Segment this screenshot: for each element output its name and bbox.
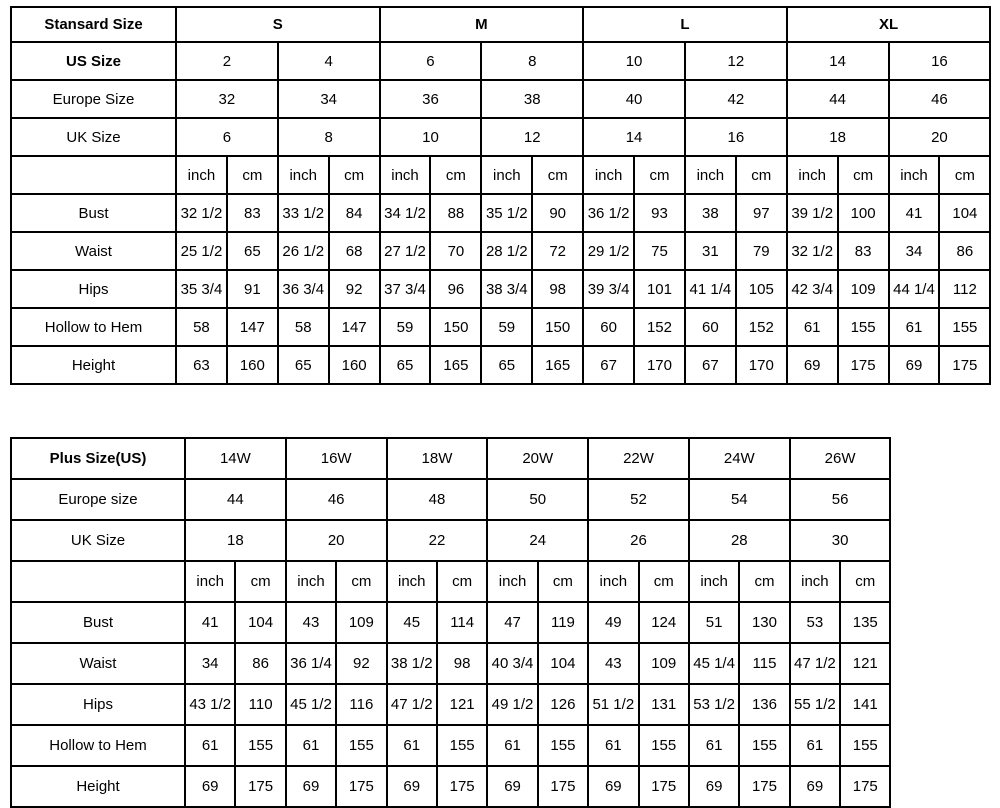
- table-cell: 32 1/2: [787, 232, 838, 270]
- table-cell: 43 1/2: [185, 684, 235, 725]
- unit-cell: inch: [387, 561, 437, 602]
- table-cell: 46: [286, 479, 387, 520]
- unit-row-label: [11, 156, 176, 194]
- table-cell: 47 1/2: [790, 643, 840, 684]
- table-cell: 56: [790, 479, 891, 520]
- table-cell: 30: [790, 520, 891, 561]
- unit-cell: cm: [227, 156, 278, 194]
- plus-group-22w: 22W: [588, 438, 689, 479]
- table-row: [11, 118, 990, 156]
- table-row: [11, 643, 890, 684]
- table-cell: 14: [583, 118, 685, 156]
- table-cell: 14: [787, 42, 889, 80]
- table-cell: 98: [532, 270, 583, 308]
- table-cell: 141: [840, 684, 890, 725]
- table-cell: 45 1/4: [689, 643, 739, 684]
- unit-cell: cm: [634, 156, 685, 194]
- table-cell: 44: [787, 80, 889, 118]
- table-cell: 6: [380, 42, 482, 80]
- table-cell: 28: [689, 520, 790, 561]
- table-cell: 53: [790, 602, 840, 643]
- table-cell: 41: [889, 194, 940, 232]
- plus-group-16w: 16W: [286, 438, 387, 479]
- table-cell: 44: [185, 479, 286, 520]
- table-cell: 38: [481, 80, 583, 118]
- table-cell: 37 3/4: [380, 270, 431, 308]
- standard-group-s: S: [176, 7, 380, 42]
- table-cell: 4: [278, 42, 380, 80]
- row-label-hips: Hips: [11, 270, 176, 308]
- table-cell: 83: [838, 232, 889, 270]
- table-cell: 75: [634, 232, 685, 270]
- table-cell: 35 1/2: [481, 194, 532, 232]
- table-cell: 34: [278, 80, 380, 118]
- table-row: [11, 725, 890, 766]
- table-cell: 60: [685, 308, 736, 346]
- table-cell: 92: [329, 270, 380, 308]
- table-cell: 155: [939, 308, 990, 346]
- table-cell: 48: [387, 479, 488, 520]
- unit-cell: cm: [235, 561, 285, 602]
- table-cell: 2: [176, 42, 278, 80]
- table-cell: 110: [235, 684, 285, 725]
- table-cell: 8: [278, 118, 380, 156]
- table-cell: 79: [736, 232, 787, 270]
- table-cell: 91: [227, 270, 278, 308]
- table-cell: 65: [227, 232, 278, 270]
- table-cell: 86: [235, 643, 285, 684]
- table-cell: 61: [387, 725, 437, 766]
- table-cell: 61: [185, 725, 235, 766]
- table-row: [11, 42, 990, 80]
- table-cell: 112: [939, 270, 990, 308]
- table-cell: 36 1/4: [286, 643, 336, 684]
- table-cell: 135: [840, 602, 890, 643]
- table-cell: 67: [685, 346, 736, 384]
- table-cell: 55 1/2: [790, 684, 840, 725]
- table-cell: 45 1/2: [286, 684, 336, 725]
- unit-cell: cm: [336, 561, 386, 602]
- table-cell: 175: [939, 346, 990, 384]
- table-cell: 24: [487, 520, 588, 561]
- unit-cell: inch: [583, 156, 634, 194]
- table-cell: 20: [286, 520, 387, 561]
- row-label-bust: Bust: [11, 602, 185, 643]
- table-row: [11, 232, 990, 270]
- table-cell: 12: [685, 42, 787, 80]
- table-row: [11, 766, 890, 807]
- table-cell: 69: [185, 766, 235, 807]
- table-row: [11, 80, 990, 118]
- table-cell: 86: [939, 232, 990, 270]
- table-cell: 130: [739, 602, 789, 643]
- table-cell: 98: [437, 643, 487, 684]
- table-cell: 175: [739, 766, 789, 807]
- table-cell: 165: [532, 346, 583, 384]
- table-cell: 119: [538, 602, 588, 643]
- table-cell: 33 1/2: [278, 194, 329, 232]
- table-cell: 61: [689, 725, 739, 766]
- table-cell: 90: [532, 194, 583, 232]
- table-cell: 105: [736, 270, 787, 308]
- table-cell: 10: [583, 42, 685, 80]
- table-cell: 69: [387, 766, 437, 807]
- table-row: [11, 479, 890, 520]
- table-cell: 34 1/2: [380, 194, 431, 232]
- table-cell: 51: [689, 602, 739, 643]
- plus-header-row: [11, 438, 890, 479]
- table-cell: 109: [639, 643, 689, 684]
- table-cell: 70: [430, 232, 481, 270]
- table-cell: 170: [736, 346, 787, 384]
- table-cell: 25 1/2: [176, 232, 227, 270]
- table-cell: 41: [185, 602, 235, 643]
- table-cell: 61: [787, 308, 838, 346]
- unit-cell: cm: [538, 561, 588, 602]
- row-label-waist: Waist: [11, 643, 185, 684]
- unit-cell: inch: [689, 561, 739, 602]
- table-cell: 96: [430, 270, 481, 308]
- row-label-uk-size: UK Size: [11, 520, 185, 561]
- table-cell: 32: [176, 80, 278, 118]
- table-cell: 22: [387, 520, 488, 561]
- unit-row-label: [11, 561, 185, 602]
- table-cell: 61: [588, 725, 638, 766]
- table-cell: 155: [437, 725, 487, 766]
- unit-cell: cm: [437, 561, 487, 602]
- standard-title-cell: Stansard Size: [11, 7, 176, 42]
- table-cell: 65: [278, 346, 329, 384]
- table-cell: 51 1/2: [588, 684, 638, 725]
- table-cell: 16: [685, 118, 787, 156]
- table-cell: 31: [685, 232, 736, 270]
- row-label-bust: Bust: [11, 194, 176, 232]
- table-cell: 12: [481, 118, 583, 156]
- table-cell: 59: [380, 308, 431, 346]
- unit-cell: cm: [639, 561, 689, 602]
- table-cell: 92: [336, 643, 386, 684]
- table-row: [11, 520, 890, 561]
- table-cell: 20: [889, 118, 991, 156]
- table-cell: 43: [588, 643, 638, 684]
- table-cell: 170: [634, 346, 685, 384]
- table-cell: 175: [437, 766, 487, 807]
- table-cell: 42 3/4: [787, 270, 838, 308]
- table-cell: 38 3/4: [481, 270, 532, 308]
- table-cell: 69: [487, 766, 537, 807]
- table-cell: 58: [176, 308, 227, 346]
- table-cell: 114: [437, 602, 487, 643]
- table-cell: 155: [336, 725, 386, 766]
- table-cell: 46: [889, 80, 991, 118]
- table-cell: 88: [430, 194, 481, 232]
- table-cell: 68: [329, 232, 380, 270]
- table-cell: 61: [790, 725, 840, 766]
- table-cell: 175: [840, 766, 890, 807]
- table-cell: 61: [889, 308, 940, 346]
- unit-cell: cm: [532, 156, 583, 194]
- plus-size-table: [10, 437, 891, 808]
- table-cell: 155: [538, 725, 588, 766]
- row-label-height: Height: [11, 766, 185, 807]
- table-cell: 39 3/4: [583, 270, 634, 308]
- unit-cell: cm: [939, 156, 990, 194]
- table-cell: 40: [583, 80, 685, 118]
- row-label-us-size: US Size: [11, 42, 176, 80]
- standard-header-row: [11, 7, 990, 42]
- table-cell: 43: [286, 602, 336, 643]
- table-cell: 109: [336, 602, 386, 643]
- unit-cell: inch: [176, 156, 227, 194]
- unit-cell: inch: [588, 561, 638, 602]
- row-label-europe-size: Europe Size: [11, 80, 176, 118]
- table-row: [11, 684, 890, 725]
- table-cell: 147: [227, 308, 278, 346]
- unit-cell: inch: [487, 561, 537, 602]
- table-cell: 34: [889, 232, 940, 270]
- row-label-uk-size: UK Size: [11, 118, 176, 156]
- table-cell: 36 1/2: [583, 194, 634, 232]
- table-row: [11, 346, 990, 384]
- standard-table-body: [11, 7, 990, 384]
- plus-group-26w: 26W: [790, 438, 891, 479]
- unit-cell: cm: [329, 156, 380, 194]
- table-cell: 26 1/2: [278, 232, 329, 270]
- table-cell: 175: [538, 766, 588, 807]
- table-cell: 61: [487, 725, 537, 766]
- table-cell: 160: [227, 346, 278, 384]
- table-cell: 101: [634, 270, 685, 308]
- table-cell: 116: [336, 684, 386, 725]
- table-row: [11, 602, 890, 643]
- table-cell: 53 1/2: [689, 684, 739, 725]
- table-cell: 60: [583, 308, 634, 346]
- table-cell: 61: [286, 725, 336, 766]
- table-cell: 58: [278, 308, 329, 346]
- unit-cell: inch: [185, 561, 235, 602]
- table-cell: 93: [634, 194, 685, 232]
- table-cell: 50: [487, 479, 588, 520]
- table-cell: 47: [487, 602, 537, 643]
- plus-group-20w: 20W: [487, 438, 588, 479]
- table-cell: 36: [380, 80, 482, 118]
- row-label-hips: Hips: [11, 684, 185, 725]
- unit-cell: cm: [736, 156, 787, 194]
- table-cell: 49: [588, 602, 638, 643]
- table-cell: 52: [588, 479, 689, 520]
- table-cell: 115: [739, 643, 789, 684]
- table-cell: 136: [739, 684, 789, 725]
- unit-cell: inch: [790, 561, 840, 602]
- table-cell: 63: [176, 346, 227, 384]
- plus-group-18w: 18W: [387, 438, 488, 479]
- standard-unit-row: [11, 156, 990, 194]
- table-cell: 160: [329, 346, 380, 384]
- table-cell: 16: [889, 42, 991, 80]
- table-cell: 41 1/4: [685, 270, 736, 308]
- row-label-height: Height: [11, 346, 176, 384]
- unit-cell: cm: [838, 156, 889, 194]
- table-cell: 147: [329, 308, 380, 346]
- table-cell: 126: [538, 684, 588, 725]
- table-cell: 175: [639, 766, 689, 807]
- table-cell: 67: [583, 346, 634, 384]
- table-cell: 27 1/2: [380, 232, 431, 270]
- table-cell: 42: [685, 80, 787, 118]
- table-cell: 36 3/4: [278, 270, 329, 308]
- table-row: [11, 308, 990, 346]
- table-cell: 97: [736, 194, 787, 232]
- table-cell: 65: [481, 346, 532, 384]
- table-cell: 8: [481, 42, 583, 80]
- table-cell: 104: [538, 643, 588, 684]
- row-label-hollow-to-hem: Hollow to Hem: [11, 308, 176, 346]
- table-cell: 175: [336, 766, 386, 807]
- unit-cell: inch: [685, 156, 736, 194]
- table-cell: 165: [430, 346, 481, 384]
- table-cell: 152: [736, 308, 787, 346]
- plus-group-24w: 24W: [689, 438, 790, 479]
- standard-group-l: L: [583, 7, 787, 42]
- table-cell: 38 1/2: [387, 643, 437, 684]
- table-cell: 84: [329, 194, 380, 232]
- row-label-hollow-to-hem: Hollow to Hem: [11, 725, 185, 766]
- row-label-europe-size: Europe size: [11, 479, 185, 520]
- table-cell: 69: [787, 346, 838, 384]
- table-cell: 28 1/2: [481, 232, 532, 270]
- table-cell: 69: [790, 766, 840, 807]
- table-cell: 40 3/4: [487, 643, 537, 684]
- table-cell: 131: [639, 684, 689, 725]
- unit-cell: inch: [278, 156, 329, 194]
- plus-group-14w: 14W: [185, 438, 286, 479]
- plus-table-body: [11, 438, 890, 807]
- table-cell: 155: [639, 725, 689, 766]
- unit-cell: cm: [840, 561, 890, 602]
- table-cell: 69: [286, 766, 336, 807]
- unit-cell: inch: [380, 156, 431, 194]
- table-cell: 32 1/2: [176, 194, 227, 232]
- unit-cell: inch: [889, 156, 940, 194]
- table-cell: 34: [185, 643, 235, 684]
- table-cell: 26: [588, 520, 689, 561]
- standard-group-m: M: [380, 7, 584, 42]
- unit-cell: inch: [481, 156, 532, 194]
- table-cell: 47 1/2: [387, 684, 437, 725]
- table-cell: 6: [176, 118, 278, 156]
- table-cell: 35 3/4: [176, 270, 227, 308]
- table-cell: 155: [235, 725, 285, 766]
- table-cell: 150: [532, 308, 583, 346]
- table-cell: 45: [387, 602, 437, 643]
- table-cell: 65: [380, 346, 431, 384]
- table-cell: 69: [889, 346, 940, 384]
- table-cell: 18: [185, 520, 286, 561]
- table-cell: 49 1/2: [487, 684, 537, 725]
- table-cell: 69: [689, 766, 739, 807]
- row-label-waist: Waist: [11, 232, 176, 270]
- table-cell: 69: [588, 766, 638, 807]
- unit-cell: cm: [430, 156, 481, 194]
- unit-cell: inch: [787, 156, 838, 194]
- table-cell: 10: [380, 118, 482, 156]
- table-cell: 18: [787, 118, 889, 156]
- table-cell: 38: [685, 194, 736, 232]
- table-cell: 155: [739, 725, 789, 766]
- table-row: [11, 194, 990, 232]
- table-cell: 104: [939, 194, 990, 232]
- table-cell: 155: [838, 308, 889, 346]
- table-cell: 175: [235, 766, 285, 807]
- unit-cell: inch: [286, 561, 336, 602]
- table-cell: 54: [689, 479, 790, 520]
- table-cell: 150: [430, 308, 481, 346]
- table-cell: 100: [838, 194, 889, 232]
- table-cell: 109: [838, 270, 889, 308]
- table-cell: 104: [235, 602, 285, 643]
- plus-unit-row: [11, 561, 890, 602]
- table-cell: 121: [437, 684, 487, 725]
- table-cell: 59: [481, 308, 532, 346]
- table-cell: 39 1/2: [787, 194, 838, 232]
- table-cell: 121: [840, 643, 890, 684]
- table-cell: 155: [840, 725, 890, 766]
- plus-title-cell: Plus Size(US): [11, 438, 185, 479]
- standard-size-table: [10, 6, 991, 385]
- table-cell: 72: [532, 232, 583, 270]
- standard-group-xl: XL: [787, 7, 991, 42]
- table-row: [11, 270, 990, 308]
- table-cell: 175: [838, 346, 889, 384]
- table-cell: 124: [639, 602, 689, 643]
- table-cell: 44 1/4: [889, 270, 940, 308]
- unit-cell: cm: [739, 561, 789, 602]
- table-cell: 152: [634, 308, 685, 346]
- table-cell: 29 1/2: [583, 232, 634, 270]
- table-cell: 83: [227, 194, 278, 232]
